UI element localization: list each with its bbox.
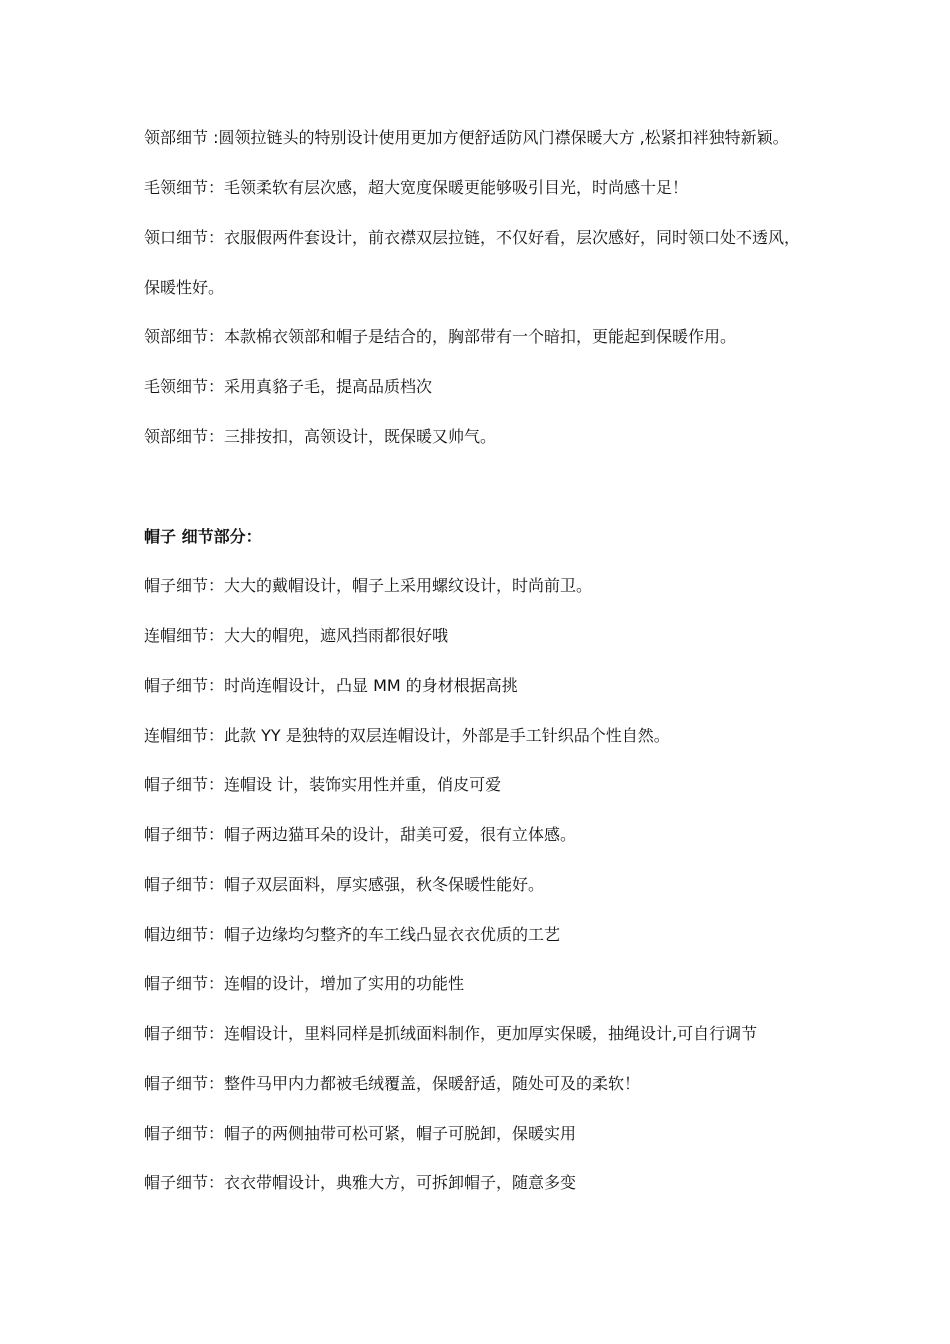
hat-detail-line: 帽子细节：连帽设计，里料同样是抓绒面料制作，更加厚实保暖，抽绳设计,可自行调节 — [144, 1024, 758, 1043]
collar-detail-line: 毛领细节：采用真貉子毛，提高品质档次 — [144, 377, 433, 396]
hat-detail-line: 帽子细节：时尚连帽设计，凸显 MM 的身材根据高挑 — [144, 676, 518, 695]
hat-detail-line: 帽子细节：大大的戴帽设计，帽子上采用螺纹设计，时尚前卫。 — [144, 576, 593, 595]
collar-detail-line: 领部细节 :圆领拉链头的特别设计使用更加方便舒适防风门襟保暖大方 ,松紧扣袢独特新颖。 — [144, 128, 789, 147]
collar-detail-line: 领口细节：衣服假两件套设计，前衣襟双层拉链，不仅好看，层次感好，同时领口处不透风， — [144, 228, 801, 247]
hat-detail-line: 帽子细节：帽子的两侧抽带可松可紧，帽子可脱卸，保暖实用 — [144, 1124, 577, 1143]
hat-detail-line: 帽子细节：衣衣带帽设计，典雅大方，可拆卸帽子，随意多变 — [144, 1173, 577, 1192]
collar-detail-line: 毛领细节：毛领柔软有层次感，超大宽度保暖更能够吸引目光，时尚感十足！ — [144, 178, 689, 197]
hat-detail-line: 帽子细节：帽子双层面料，厚实感强，秋冬保暖性能好。 — [144, 875, 545, 894]
hat-detail-line: 连帽细节：此款 YY 是独特的双层连帽设计，外部是手工针织品个性自然。 — [144, 726, 670, 745]
hat-detail-line: 帽子细节：连帽设 计，装饰实用性并重，俏皮可爱 — [144, 775, 502, 794]
hat-section-heading: 帽子 细节部分： — [144, 527, 262, 546]
collar-detail-line: 保暖性好。 — [144, 278, 225, 297]
hat-detail-line: 帽子细节：整件马甲内力都被毛绒覆盖，保暖舒适，随处可及的柔软！ — [144, 1074, 641, 1093]
hat-detail-line: 帽子细节：帽子两边猫耳朵的设计，甜美可爱，很有立体感。 — [144, 825, 577, 844]
collar-detail-line: 领部细节：三排按扣，高领设计，既保暖又帅气。 — [144, 427, 497, 446]
collar-detail-line: 领部细节：本款棉衣领部和帽子是结合的，胸部带有一个暗扣，更能起到保暖作用。 — [144, 327, 737, 346]
hat-detail-line: 连帽细节：大大的帽兜，遮风挡雨都很好哦 — [144, 626, 449, 645]
hat-detail-line: 帽子细节：连帽的设计，增加了实用的功能性 — [144, 974, 465, 993]
hat-detail-line: 帽边细节：帽子边缘均匀整齐的车工线凸显衣衣优质的工艺 — [144, 925, 561, 944]
